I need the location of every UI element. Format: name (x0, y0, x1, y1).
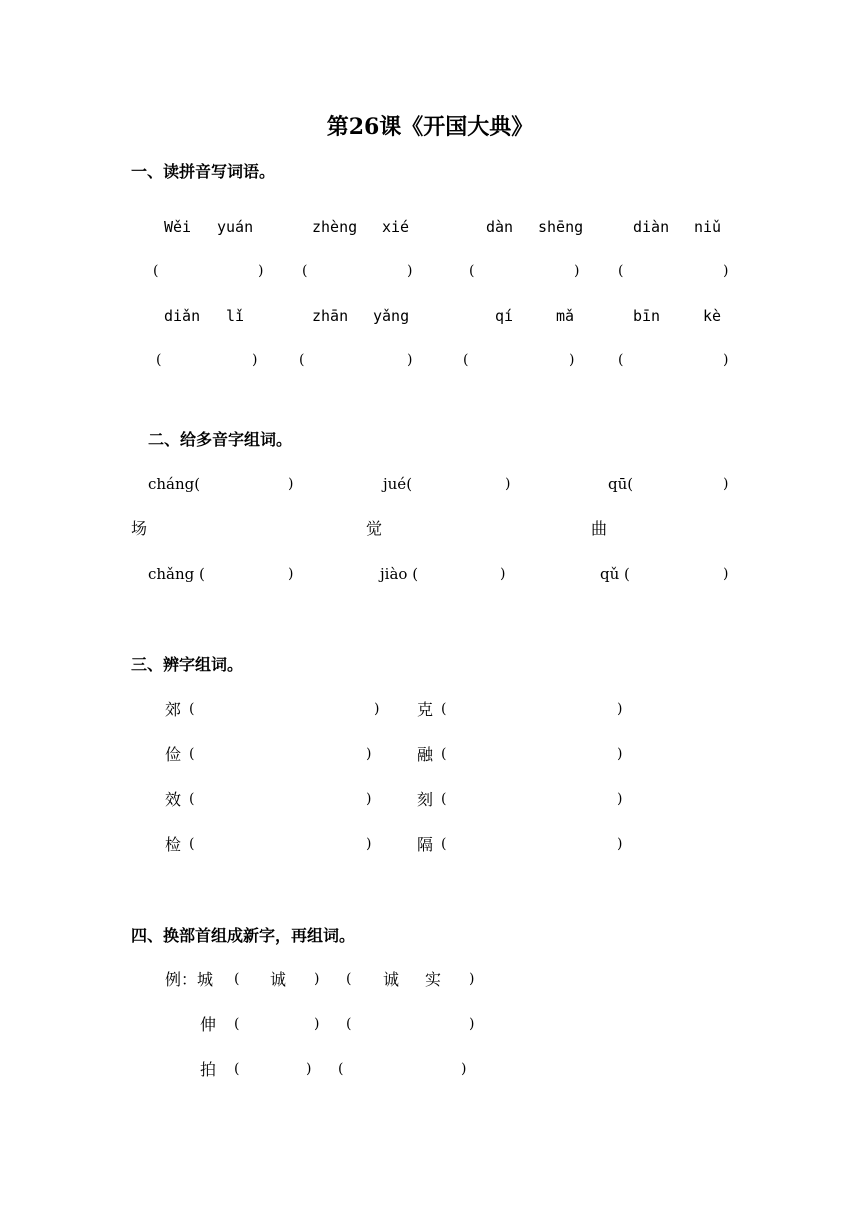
open-paren: ( (189, 791, 195, 807)
close-paren: ) (469, 971, 475, 987)
open-paren: ( (153, 263, 159, 279)
pinyin-syllable: dàn (486, 218, 514, 236)
close-paren: ) (258, 263, 264, 279)
close-paren: ) (407, 263, 413, 279)
exercise-char: 拍 (200, 1060, 217, 1079)
compare-char: 郊 (165, 700, 182, 719)
compare-char: 刻 (417, 790, 434, 809)
close-paren: ) (617, 836, 623, 852)
open-paren: ( (299, 352, 305, 368)
open-paren: ( (469, 263, 475, 279)
pinyin-syllable: diàn (633, 218, 670, 236)
open-paren: ( (463, 352, 469, 368)
section4-heading: 四、换部首组成新字，再组词。 (131, 926, 356, 945)
close-paren: ) (366, 791, 372, 807)
pinyin-syllable: yuán (217, 218, 254, 236)
open-paren: ( (156, 352, 162, 368)
pinyin-syllable: zhān (312, 307, 349, 325)
close-paren: ) (617, 746, 623, 762)
pinyin-syllable: shēng (538, 218, 584, 236)
close-paren: ) (617, 791, 623, 807)
close-paren: ) (723, 476, 729, 492)
example-new-char: 诚 (270, 970, 287, 989)
close-paren: ) (569, 352, 575, 368)
open-paren: ( (189, 836, 195, 852)
open-paren: ( (346, 971, 352, 987)
close-paren: ) (505, 476, 511, 492)
close-paren: ) (723, 352, 729, 368)
open-paren: ( (441, 791, 447, 807)
compare-char: 隔 (417, 835, 434, 854)
open-paren: ( (618, 352, 624, 368)
pinyin-syllable: kè (703, 307, 722, 325)
compare-char: 检 (165, 835, 182, 854)
open-paren: ( (338, 1061, 344, 1077)
pinyin-prompt: cháng( (148, 475, 201, 493)
close-paren: ) (723, 566, 729, 582)
pinyin-syllable: niǔ (694, 218, 722, 236)
exercise-char: 伸 (200, 1015, 217, 1034)
compare-char: 效 (165, 790, 182, 809)
open-paren: ( (234, 1016, 240, 1032)
pinyin-syllable: mǎ (556, 307, 575, 325)
close-paren: ) (314, 971, 320, 987)
example-label: 例：城 (165, 970, 214, 989)
open-paren: ( (618, 263, 624, 279)
example-word-char: 诚 (383, 970, 400, 989)
open-paren: ( (234, 1061, 240, 1077)
close-paren: ) (288, 476, 294, 492)
open-paren: ( (441, 701, 447, 717)
close-paren: ) (461, 1061, 467, 1077)
close-paren: ) (366, 836, 372, 852)
open-paren: ( (441, 836, 447, 852)
open-paren: ( (189, 701, 195, 717)
section1-heading: 一、读拼音写词语。 (131, 162, 276, 181)
pinyin-prompt: qū( (608, 475, 634, 493)
close-paren: ) (252, 352, 258, 368)
pinyin-syllable: xié (382, 218, 410, 236)
close-paren: ) (407, 352, 413, 368)
pinyin-syllable: zhèng (312, 218, 358, 236)
pinyin-prompt: jiào ( (380, 565, 419, 583)
close-paren: ) (469, 1016, 475, 1032)
open-paren: ( (346, 1016, 352, 1032)
pinyin-syllable: lǐ (226, 307, 245, 325)
polyphone-char: 场 (131, 519, 148, 538)
polyphone-char: 觉 (366, 519, 383, 538)
close-paren: ) (374, 701, 380, 717)
close-paren: ) (288, 566, 294, 582)
pinyin-prompt: chǎng ( (148, 565, 205, 583)
compare-char: 融 (417, 745, 434, 764)
close-paren: ) (500, 566, 506, 582)
polyphone-char: 曲 (591, 519, 608, 538)
compare-char: 俭 (165, 745, 182, 764)
close-paren: ) (366, 746, 372, 762)
close-paren: ) (314, 1016, 320, 1032)
open-paren: ( (441, 746, 447, 762)
section3-heading: 三、辨字组词。 (131, 655, 244, 674)
open-paren: ( (302, 263, 308, 279)
pinyin-prompt: jué( (383, 475, 413, 493)
pinyin-syllable: Wěi (164, 218, 192, 236)
close-paren: ) (574, 263, 580, 279)
open-paren: ( (189, 746, 195, 762)
close-paren: ) (723, 263, 729, 279)
open-paren: ( (234, 971, 240, 987)
pinyin-syllable: bīn (633, 307, 661, 325)
pinyin-syllable: qí (495, 307, 514, 325)
compare-char: 克 (417, 700, 434, 719)
close-paren: ) (306, 1061, 312, 1077)
example-word-char: 实 (425, 970, 442, 989)
page-title: 第26课《开国大典》 (326, 114, 534, 140)
pinyin-syllable: yǎng (373, 307, 410, 325)
section2-heading: 二、给多音字组词。 (148, 430, 293, 449)
pinyin-syllable: diǎn (164, 307, 201, 325)
close-paren: ) (617, 701, 623, 717)
pinyin-prompt: qǔ ( (600, 565, 630, 583)
